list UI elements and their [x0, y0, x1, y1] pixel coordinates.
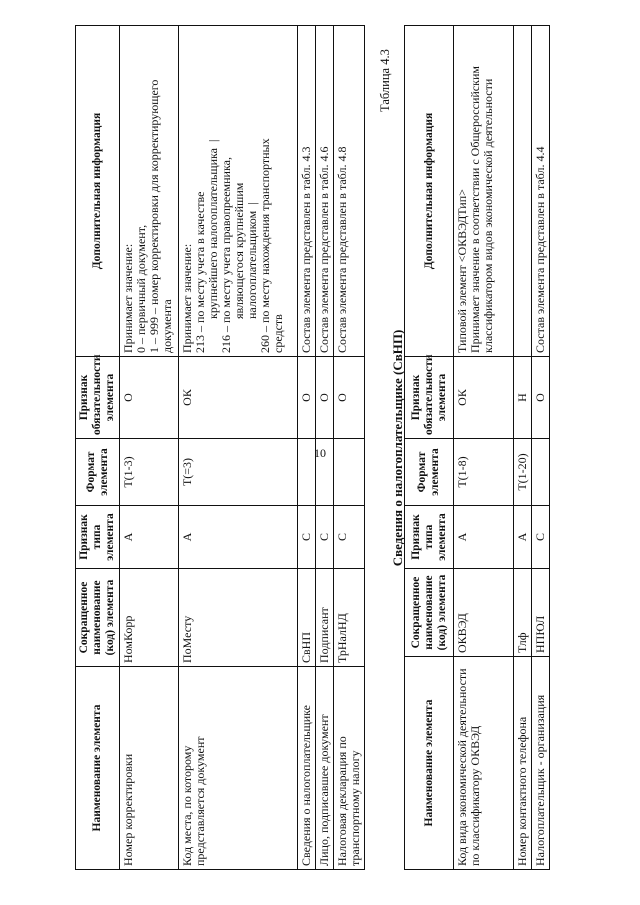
table-row: [514, 26, 532, 870]
cell-type: А: [454, 506, 514, 569]
lower-header-name: Наименование элемента: [405, 657, 454, 870]
upper-header-format: Формат элемента: [76, 439, 120, 506]
cell-type: А: [179, 506, 298, 569]
lower-table: [404, 25, 550, 870]
cell-type: С: [298, 506, 316, 569]
upper-header-code: Сокращенное наименование (код) элемента: [76, 569, 120, 667]
cell-info: [514, 26, 532, 357]
cell-type: С: [316, 506, 334, 569]
upper-table-header-row: [76, 26, 120, 870]
cell-code: ОКВЭД: [454, 569, 514, 657]
cell-obligatory: О: [532, 357, 550, 439]
table-row: [316, 26, 334, 870]
upper-table-wrapper: [75, 26, 365, 870]
cell-code: ПоМесту: [179, 569, 298, 667]
cell-obligatory: О: [334, 357, 365, 439]
cell-name: Лицо, подписавшее документ: [316, 667, 334, 870]
table-row: [532, 26, 550, 870]
table-row: [120, 26, 179, 870]
cell-name: Номер корректировки: [120, 667, 179, 870]
table-caption: Сведения о налогоплательщике (СвНП): [390, 329, 405, 567]
cell-format: T(1-20): [514, 439, 532, 506]
cell-name: Код вида экономической деятельности по классификатору ОКВЭД: [454, 657, 514, 870]
cell-info: Состав элемента представлен в табл. 4.8: [334, 26, 365, 357]
cell-format: [298, 439, 316, 506]
cell-info: Состав элемента представлен в табл. 4.6: [316, 26, 334, 357]
cell-name: Налоговая декларация по транспортному налогу: [334, 667, 365, 870]
cell-format: [334, 439, 365, 506]
lower-header-obligatory: Признак обязательности элемента: [405, 357, 454, 439]
lower-table-header-row: [405, 26, 454, 870]
lower-header-format: Формат элемента: [405, 439, 454, 506]
margin-bar-mark: |: [206, 139, 220, 142]
margin-bar-mark: |: [245, 202, 259, 205]
lower-header-info: Дополнительная информация: [405, 26, 454, 357]
lower-header-type: Признак типа элемента: [405, 506, 454, 569]
cell-code: ТрНалНД: [334, 569, 365, 667]
upper-header-obligatory: Признак обязательности элемента: [76, 357, 120, 439]
info-line: являющегося крупнейшим: [232, 182, 246, 319]
cell-obligatory: О: [120, 357, 179, 439]
cell-info: Принимает значение: 0 – первичный документ, 1 – 999 – номер корректировки для корректирующего документа: [120, 26, 179, 357]
cell-code: СвНП: [298, 569, 316, 667]
lower-header-code: Сокращенное наименование (код) элемента: [405, 569, 454, 657]
table-label: Таблица 4.3: [378, 49, 392, 112]
lower-table-wrapper: [404, 26, 550, 870]
upper-header-info: Дополнительная информация: [76, 26, 120, 357]
cell-code: Тлф: [514, 569, 532, 657]
cell-info: [179, 26, 298, 357]
cell-code: НомКорр: [120, 569, 179, 667]
cell-type: А: [514, 506, 532, 569]
upper-header-type: Признак типа элемента: [76, 506, 120, 569]
cell-format: [532, 439, 550, 506]
table-row: [454, 26, 514, 870]
info-line-text: налогоплательщиком: [245, 210, 259, 319]
cell-name: Налогоплательщик - организация: [532, 657, 550, 870]
cell-obligatory: Н: [514, 357, 532, 439]
upper-header-name: Наименование элемента: [76, 667, 120, 870]
info-line: 216 – по месту учета правопреемника,: [219, 157, 233, 353]
upper-table: [75, 25, 365, 870]
table-row: [179, 26, 298, 870]
cell-format: T(1-3): [120, 439, 179, 506]
cell-type: С: [334, 506, 365, 569]
info-line: 213 – по месту учета в качестве: [193, 191, 207, 353]
cell-info: Состав элемента представлен в табл. 4.3: [298, 26, 316, 357]
cell-code: Подписант: [316, 569, 334, 667]
cell-format: T(1-8): [454, 439, 514, 506]
cell-code: НПЮЛ: [532, 569, 550, 657]
cell-info: Типовой элемент <ОКВЭДТип> Принимает значение в соответствии с Общероссийским классификатором видов экономической деятельности: [454, 26, 514, 357]
cell-obligatory: О: [298, 357, 316, 439]
info-line: Принимает значение:: [180, 243, 194, 353]
cell-obligatory: ОК: [179, 357, 298, 439]
table-row: [334, 26, 365, 870]
info-line-text: крупнейшего налогоплательщика: [206, 147, 220, 319]
page-number: 10: [314, 446, 326, 460]
cell-name: Сведения о налогоплательщике: [298, 667, 316, 870]
cell-format: T(=3): [179, 439, 298, 506]
cell-format: [316, 439, 334, 506]
cell-info: Состав элемента представлен в табл. 4.4: [532, 26, 550, 357]
cell-type: А: [120, 506, 179, 569]
cell-obligatory: ОК: [454, 357, 514, 439]
cell-name: Номер контактного телефона: [514, 657, 532, 870]
info-line: средств: [271, 314, 285, 353]
cell-obligatory: О: [316, 357, 334, 439]
table-row: [298, 26, 316, 870]
info-line: 260 – по месту нахождения транспортных: [258, 138, 272, 353]
cell-name: Код места, по которому представляется документ: [179, 667, 298, 870]
cell-type: С: [532, 506, 550, 569]
